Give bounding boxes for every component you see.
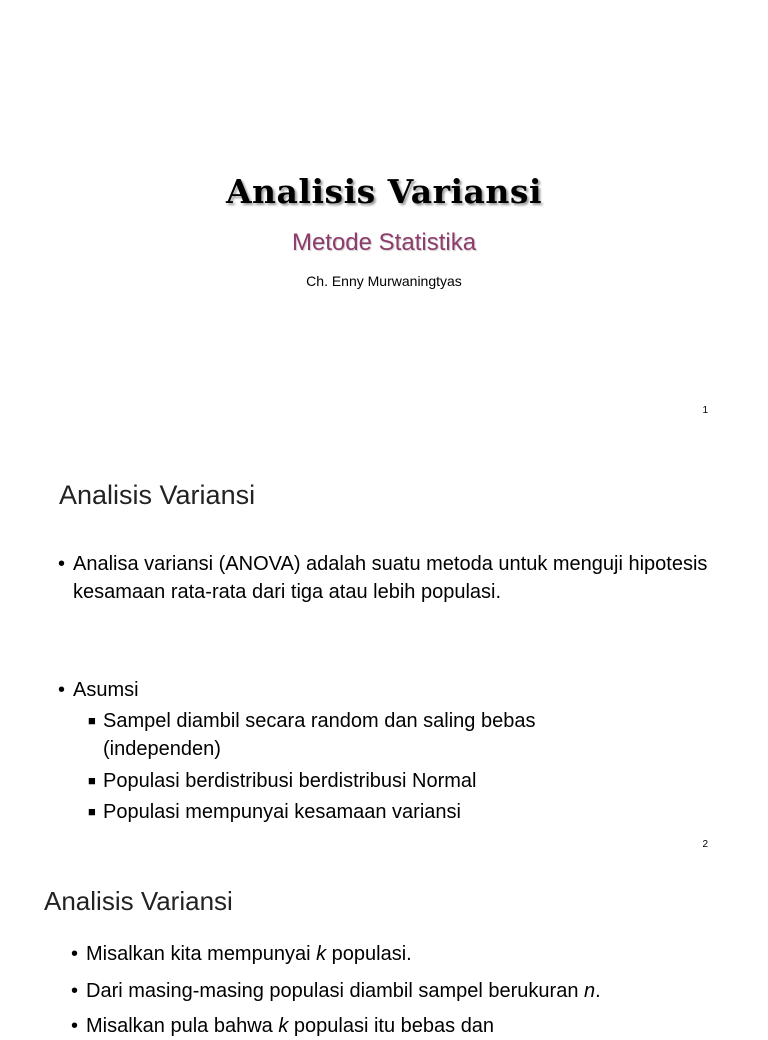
bullet-marker: •	[58, 553, 66, 575]
bullet-marker: •	[71, 1015, 79, 1037]
slide-title: Analisis Variansi	[225, 172, 543, 211]
bullet-text: populasi.	[326, 943, 412, 965]
sub-bullet-text: Sampel diambil secara random dan saling bebas (independen)	[103, 710, 536, 760]
sub-bullet-item	[88, 707, 648, 763]
bullet-item	[58, 550, 718, 606]
sub-bullet-text: Populasi berdistribusi berdistribusi Normal	[103, 770, 477, 792]
sub-bullet-text: Populasi mempunyai kesamaan variansi	[103, 801, 461, 823]
page-number: 2	[702, 839, 708, 850]
slide-3	[0, 864, 768, 1037]
bullet-text: Asumsi	[73, 679, 139, 701]
bullet-text: Dari masing-masing populasi diambil sampel berukuran	[86, 980, 585, 1002]
bullet-text: Analisa variansi (ANOVA) adalah suatu metoda untuk menguji hipotesis kesamaan rata-rata dari tiga atau lebih populasi.	[73, 553, 708, 603]
bullet-text: populasi itu bebas dan	[288, 1015, 495, 1037]
slide-1	[0, 0, 768, 432]
slide-heading: Analisis Variansi	[44, 886, 233, 916]
variable-k: k	[278, 1015, 289, 1037]
bullet-item	[71, 1012, 761, 1040]
sub-bullet-item	[88, 767, 688, 795]
square-marker: ■	[88, 804, 96, 819]
bullet-marker: •	[58, 679, 66, 701]
variable-n: n	[584, 980, 596, 1002]
bullet-text: Misalkan kita mempunyai	[86, 943, 317, 965]
bullet-text: .	[595, 980, 601, 1002]
slide-subtitle: Metode Statistika	[291, 229, 477, 256]
square-marker: ■	[88, 773, 96, 788]
bullet-marker: •	[71, 980, 79, 1002]
slide-2	[0, 432, 768, 864]
bullet-text: Misalkan pula bahwa	[86, 1015, 279, 1037]
bullet-marker: •	[71, 943, 79, 965]
bullet-item	[58, 676, 718, 704]
bullet-item	[71, 940, 751, 968]
square-marker: ■	[88, 713, 96, 728]
slide-heading: Analisis Variansi	[59, 480, 256, 510]
sub-bullet-item	[88, 798, 688, 826]
variable-k: k	[316, 943, 327, 965]
page-number: 1	[702, 405, 708, 416]
bullet-item	[71, 977, 761, 1005]
author-name: Ch. Enny Murwaningtyas	[306, 273, 462, 289]
